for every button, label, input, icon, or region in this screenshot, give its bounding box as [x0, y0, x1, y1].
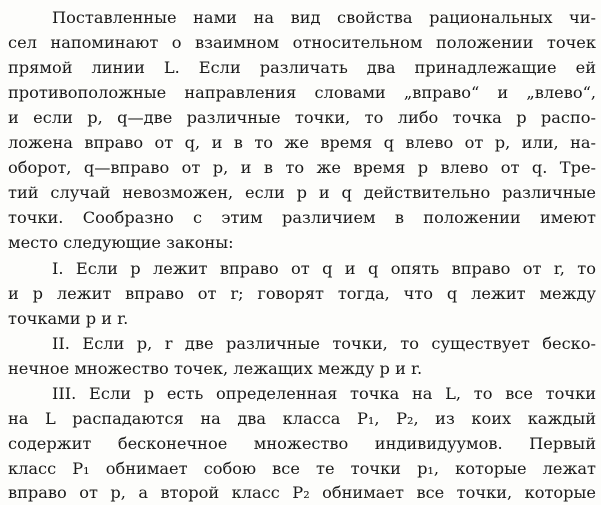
text-line: и p лежит вправо от r; говорят тогда, что q лежит между: [8, 284, 596, 303]
text-line: оборот, q—вправо от p, и в то же время p влево от q. Тре-: [8, 158, 596, 177]
text-line: Поставленные нами на вид свойства рациональных чи-: [52, 8, 596, 27]
text-line: противоположные направления словами „вправо“ и „влево“,: [8, 83, 596, 102]
text-line: содержит бесконечное множество индивидуумов. Первый: [8, 434, 596, 453]
text-line: точки. Сообразно с этим различием в положении имеют: [8, 208, 596, 227]
text-line: и если p, q—две различные точки, то либо точка p распо-: [8, 108, 596, 127]
text-line: класс P₁ обнимает собою все те точки p₁, которые лежат: [8, 459, 596, 478]
text-line: место следующие законы:: [8, 233, 234, 252]
text-line: III. Если p есть определенная точка на L, то все точки: [52, 384, 596, 403]
text-line: нечное множество точек, лежащих между p и r.: [8, 359, 423, 378]
text-line: вправо от p, а второй класс P₂ обнимает все точки, которые: [8, 483, 596, 502]
text-line: ложена вправо от q, и в то же время q влево от p, или, на-: [8, 133, 596, 152]
text-line: сел напоминают о взаимном относительном положении точек: [8, 33, 596, 52]
text-line: точками p и r.: [8, 309, 129, 328]
text-line: прямой линии L. Если различать два принадлежащие ей: [8, 58, 596, 77]
text-line: на L распадаются на два класса P₁, P₂, из коих каждый: [8, 409, 596, 428]
text-line: I. Если p лежит вправо от q и q опять вправо от r, то: [52, 259, 596, 278]
text-line: тий случай невозможен, если p и q действительно различные: [8, 183, 596, 202]
text-line: II. Если p, r две различные точки, то существует беско-: [52, 334, 596, 353]
